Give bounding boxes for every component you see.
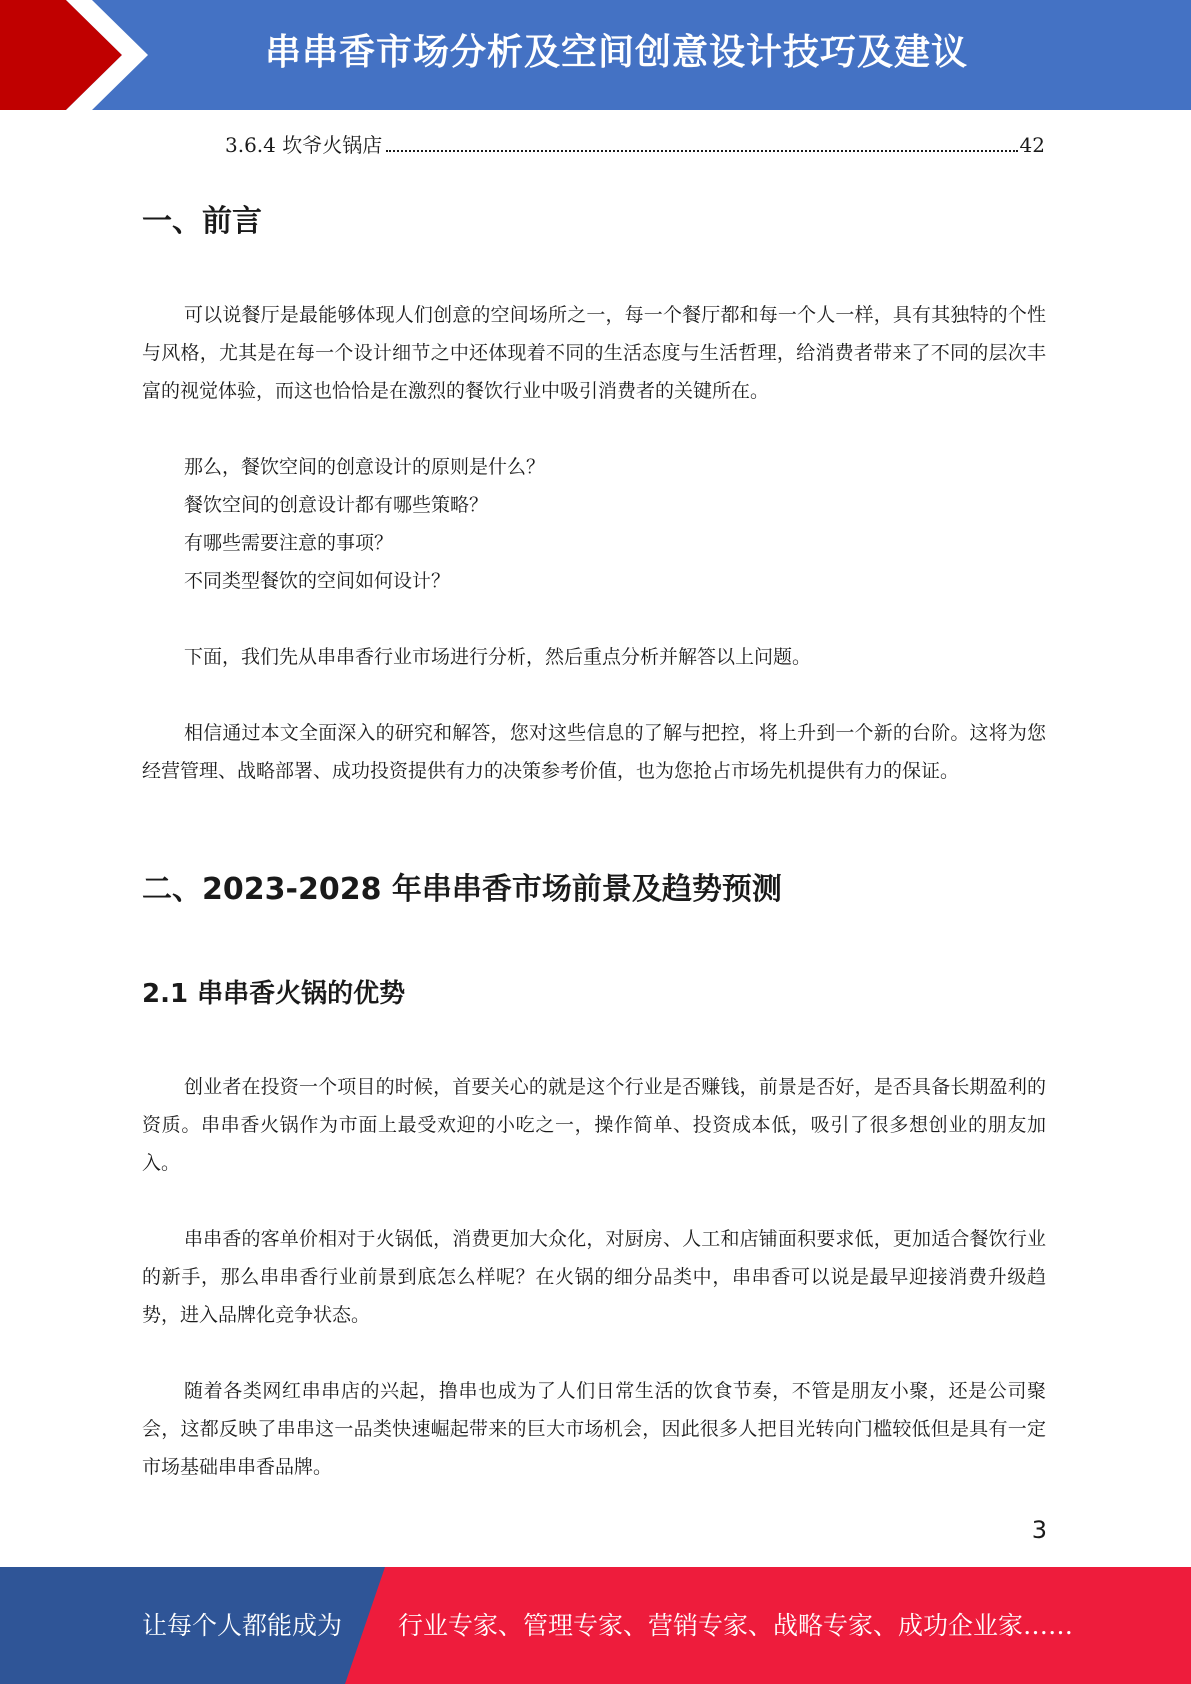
section-heading-market-outlook: 二、2023-2028 年串串香市场前景及趋势预测: [142, 872, 782, 907]
page-number: 3: [1031, 1516, 1047, 1544]
preface-paragraph-3: 相信通过本文全面深入的研究和解答，您对这些信息的了解与把控，将上升到一个新的台阶。这将为您经营管理、战略部署、成功投资提供有力的决策参考价值，也为您抢占市场先机提供有力的保证。: [142, 722, 1046, 782]
footer-slogan-left: 让每个人都能成为: [142, 1611, 343, 1640]
toc-entry-label: 3.6.4 坎爷火锅店: [225, 133, 383, 157]
preface-paragraph-1: 可以说餐厅是最能够体现人们创意的空间场所之一，每一个餐厅都和每一个人一样，具有其独特的个性与风格，尤其是在每一个设计细节之中还体现着不同的生活态度与生活哲理，给消费者带来了不同的层次丰富的视觉体验，而这也恰恰是在激烈的餐饮行业中吸引消费者的关键所在。: [142, 304, 1046, 402]
toc-entry-page: 42: [1019, 133, 1045, 157]
advantages-paragraph-2: 串串香的客单价相对于火锅低，消费更加大众化，对厨房、人工和店铺面积要求低，更加适合餐饮行业的新手，那么串串香行业前景到底怎么样呢？在火锅的细分品类中，串串香可以说是最早迎接消费升级趋势，进入品牌化竞争状态。: [142, 1228, 1046, 1326]
page-footer: [0, 1567, 1191, 1684]
question-item: 不同类型餐饮的空间如何设计？: [184, 570, 451, 592]
subsection-heading-advantages: 2.1 串串香火锅的优势: [142, 979, 406, 1009]
advantages-paragraph-1: 创业者在投资一个项目的时候，首要关心的就是这个行业是否赚钱，前景是否好，是否具备长期盈利的资质。串串香火锅作为市面上最受欢迎的小吃之一，操作简单、投资成本低，吸引了很多想创业的朋友加入。: [142, 1076, 1046, 1174]
section-heading-preface: 一、前言: [142, 204, 262, 239]
toc-entry[interactable]: [225, 130, 1045, 160]
page-header: [0, 0, 1191, 110]
footer-slogan-right: 行业专家、管理专家、营销专家、战略专家、成功企业家……: [398, 1611, 1074, 1640]
preface-paragraph-2: 下面，我们先从串串香行业市场进行分析，然后重点分析并解答以上问题。: [184, 646, 812, 668]
header-arrow-decoration: [0, 0, 160, 110]
question-item: 那么，餐饮空间的创意设计的原则是什么？: [184, 456, 546, 478]
question-item: 有哪些需要注意的事项？: [184, 532, 394, 554]
document-title: 串串香市场分析及空间创意设计技巧及建议: [265, 32, 969, 73]
advantages-paragraph-3: 随着各类网红串串店的兴起，撸串也成为了人们日常生活的饮食节奏，不管是朋友小聚，还是公司聚会，这都反映了串串这一品类快速崛起带来的巨大市场机会，因此很多人把目光转向门槛较低但是具有一定市场基础串串香品牌。: [142, 1380, 1046, 1478]
question-list: [142, 448, 1046, 600]
question-item: 餐饮空间的创意设计都有哪些策略？: [184, 494, 489, 516]
toc-leader-dots: [386, 150, 1017, 152]
